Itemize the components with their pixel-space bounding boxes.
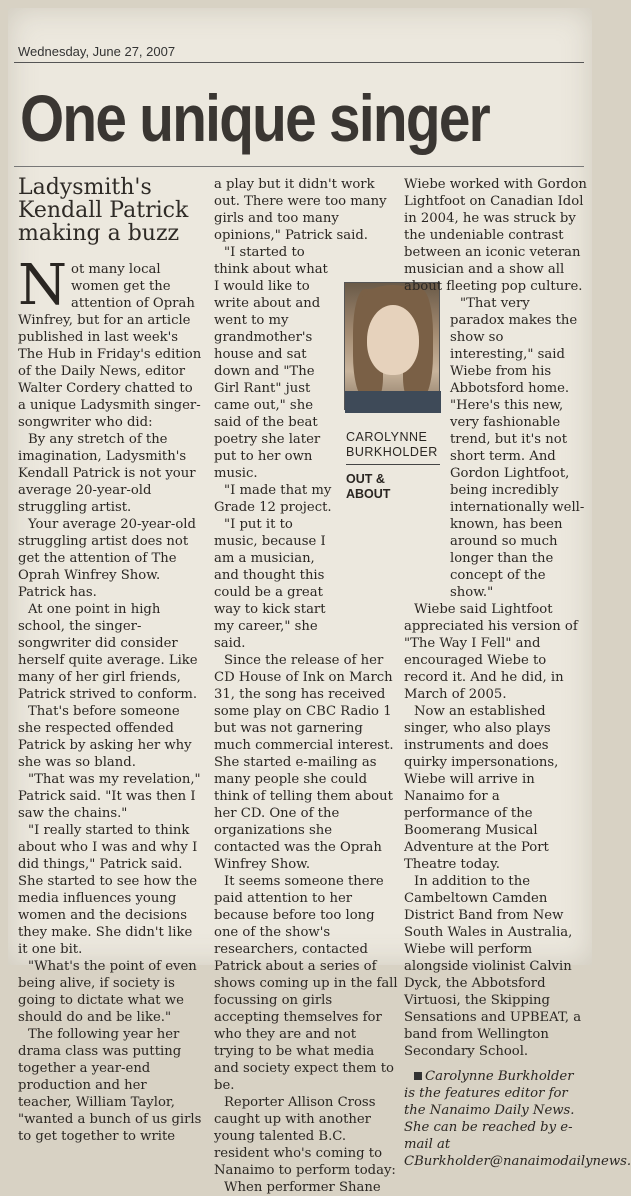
paragraph: Reporter Allison Cross caught up with another young talented B.C. resident who's coming to Nanaimo to perform today:: [214, 1095, 396, 1178]
headline-rule: [14, 166, 584, 167]
author-signature: Carolynne Burkholder is the features editor for the Nanaimo Daily News. She can be reached by e-mail at CBurkholder@nanaimodailynews.: [404, 1069, 631, 1169]
top-rule: [14, 62, 584, 63]
column-1: [18, 176, 204, 1145]
photo-caption-name: CAROLYNNE BURKHOLDER: [346, 430, 438, 459]
column-3: [404, 176, 631, 1170]
paragraph: "I made that my Grade 12 project.: [214, 483, 332, 515]
paragraph: "That very paradox makes the show so interesting," said Wiebe from his Abbotsford home. "Here's this new, very fashionable trend, but it's not short term. And Gordon Lightfoot, being incredibly internationally well-known, has been around so much longer than the concept of the show.": [450, 296, 585, 600]
paragraph: Your average 20-year-old struggling artist does not get the attention of The Oprah Winfrey Show. Patrick has.: [18, 517, 196, 600]
paragraph: In addition to the Cambeltown Camden District Band from New South Wales in Australia, Wiebe will perform alongside violinist Calvin Dyck, the Abbotsford Virtuosi, the Skipping Sensations and UPBEAT, a band from Wellington Secondary School.: [404, 874, 582, 1059]
dateline: Wednesday, June 27, 2007: [18, 44, 176, 59]
paragraph: That's before someone she respected offended Patrick by asking her why she was so bland.: [18, 704, 192, 770]
paragraph: The following year her drama class was putting together a year-end production and her teacher, William Taylor, "wanted a bunch of us girls to get together to write: [18, 1027, 202, 1144]
paragraph: Since the release of her CD House of Ink on March 31, the song has received some play on CBC Radio 1 but was not garnering much commercial interest. She started e-mailing as many people she could think of telling them about her CD. One of the organizations she contacted was the Oprah Winfrey Show.: [214, 653, 394, 872]
deck-subhead: Ladysmith's Kendall Patrick making a buzz: [18, 175, 189, 246]
paragraph: a play but it didn't work out. There were too many girls and too many opinions," Patrick said.: [214, 177, 387, 243]
paragraph: "I started to think about what I would like to write about and went to my grandmother's house and sat down and "The Girl Rant" just came out," she said of the beat poetry she later put to her own music.: [214, 245, 328, 481]
paragraph: "I put it to music, because I am a musician, and thought this could be a great way to kick start my career," she said.: [214, 517, 326, 651]
paragraph: Wiebe said Lightfoot appreciated his version of "The Way I Fell" and encouraged Wiebe to record it. And he did, in March of 2005.: [404, 602, 578, 702]
column-section-label: OUT & ABOUT: [346, 472, 391, 501]
paragraph: Not many local women get the attention of Oprah Winfrey, but for an article published in last week's The Hub in Friday's edition of the Daily News, editor Walter Cordery chatted to a unique Ladysmith singer-songwriter who did:: [18, 253, 202, 430]
paragraph: At one point in high school, the singer-songwriter did consider herself quite average. Like many of her girl friends, Patrick strived to conform.: [18, 602, 198, 702]
paragraph: "That was my revelation," Patrick said. "It was then I saw the chains.": [18, 772, 201, 821]
paragraph: "What's the point of even being alive, if society is going to dictate what we should do and be like.": [18, 959, 197, 1025]
headline: One unique singer: [20, 81, 490, 155]
paragraph: When performer Shane: [224, 1180, 381, 1195]
paragraph: By any stretch of the imagination, Ladysmith's Kendall Patrick is not your average 20-year-old struggling artist.: [18, 432, 196, 515]
paragraph: Now an established singer, who also plays instruments and does quirky impersonations, Wiebe will arrive in Nanaimo for a performance of the Boomerang Musical Adventure at the Port Theatre today.: [404, 704, 559, 872]
paragraph: It seems someone there paid attention to her because before too long one of the show's researchers, contacted Patrick about a series of shows coming up in the fall focussing on girls accepting themselves for who they are and not trying to be what media and society expect them to be.: [214, 874, 398, 1093]
paragraph: "I really started to think about who I was and why I did things," Patrick said. She started to see how the media influences young women and the decisions they make. She didn't like it one bit.: [18, 823, 198, 957]
drop-cap: N: [18, 253, 67, 318]
bullet-square-icon: [414, 1072, 422, 1080]
paragraph: Wiebe worked with Gordon Lightfoot on Canadian Idol in 2004, he was struck by the undeniable contrast between an iconic veteran musician and a show all about fleeting pop culture.: [404, 177, 587, 294]
